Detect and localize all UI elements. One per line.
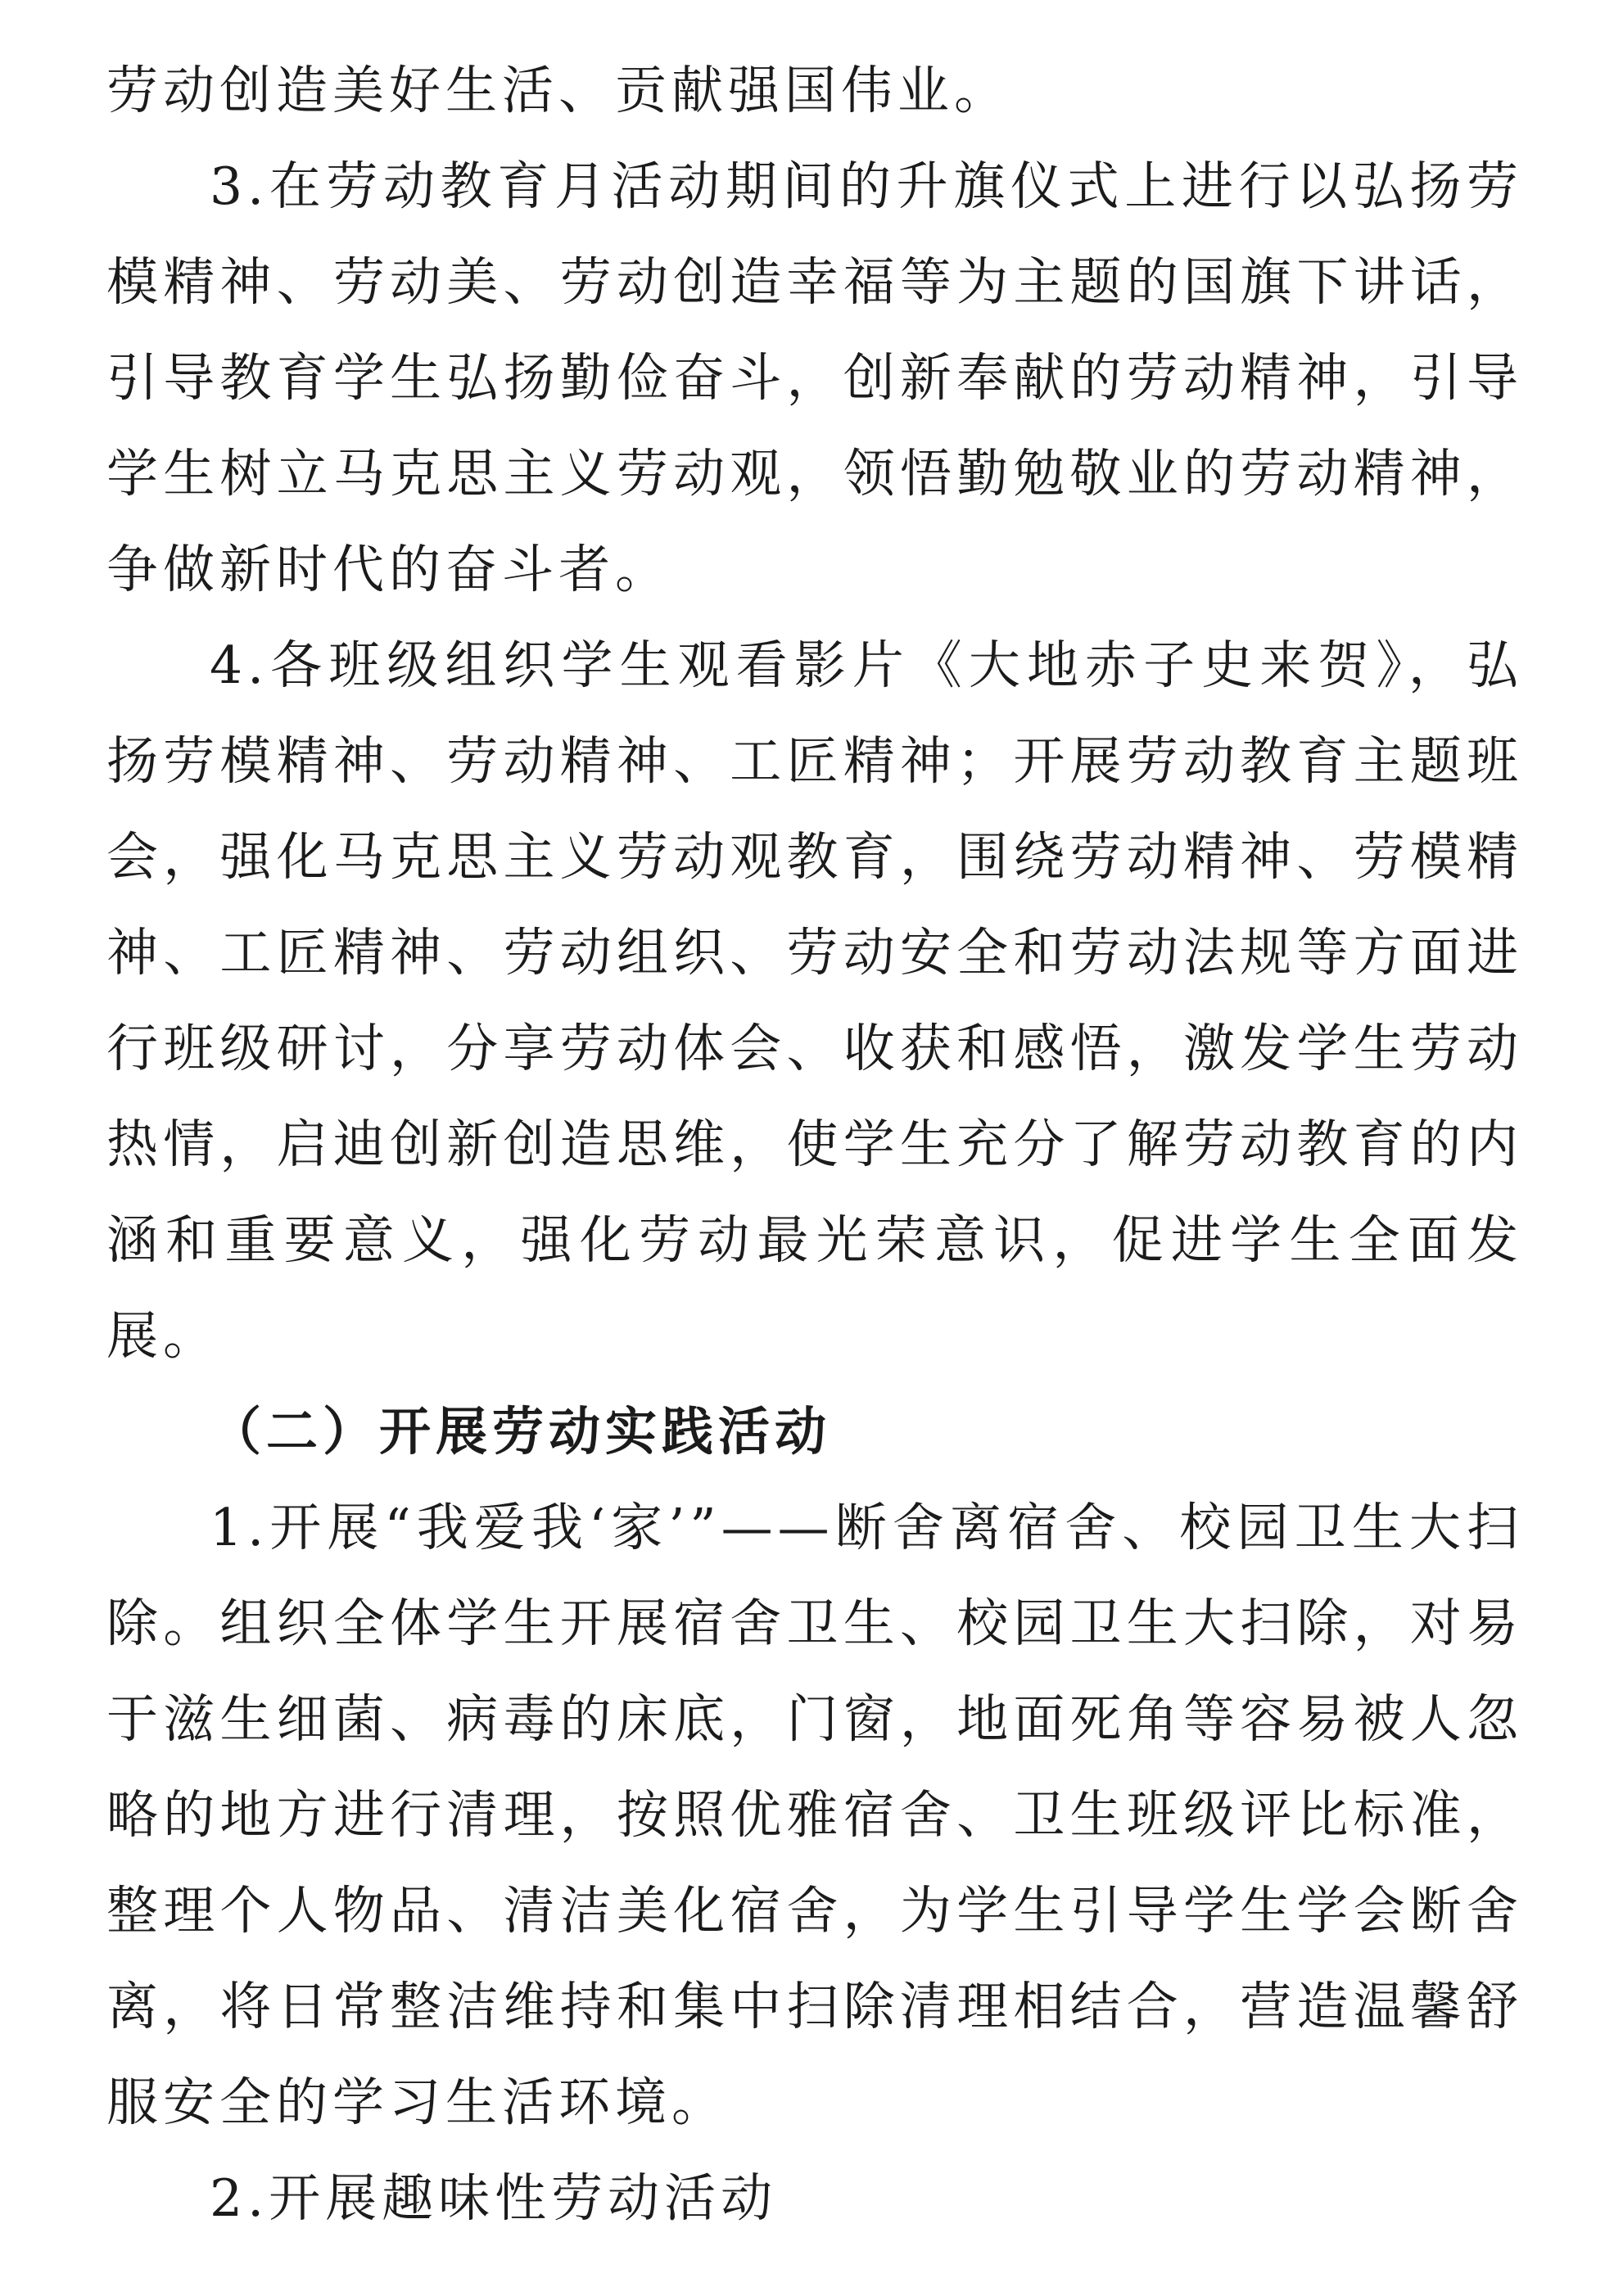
document-page <box>106 43 1523 2246</box>
section-heading: （二）开展劳动实践活动 <box>210 1402 831 1462</box>
paragraph-practice-2: 2.开展趣味性劳动活动 <box>210 2168 778 2228</box>
paragraph-practice-1: 1.开展“我爱我‘家’”——断舍离宿舍、校园卫生大扫除。组织全体学生开展宿舍卫生、校园卫生大扫除，对易于滋生细菌、病毒的床底，门窗，地面死角等容易被人忽略的地方进行清理，按照优雅宿舍、卫生班级评比标准，整理个人物品、清洁美化宿舍，为学生引导学生学会断舍离，将日常整洁维持和集中扫除清理相结合，营造温馨舒服安全的学习生活环境。 <box>106 1498 1523 2132</box>
paragraph-continuation: 劳动创造美好生活、贡献强国伟业。 <box>106 61 1010 120</box>
paragraph-item-4: 4.各班级组织学生观看影片《大地赤子史来贺》，弘扬劳模精神、劳动精神、工匠精神；开展劳动教育主题班会，强化马克思主义劳动观教育，围绕劳动精神、劳模精神、工匠精神、劳动组织、劳动安全和劳动法规等方面进行班级研讨，分享劳动体会、收获和感悟，激发学生劳动热情，启迪创新创造思维，使学生充分了解劳动教育的内涵和重要意义，强化劳动最光荣意识，促进学生全面发展。 <box>106 635 1523 1366</box>
paragraph-item-3: 3.在劳动教育月活动期间的升旗仪式上进行以弘扬劳模精神、劳动美、劳动创造幸福等为主题的国旗下讲话，引导教育学生弘扬勤俭奋斗，创新奉献的劳动精神，引导学生树立马克思主义劳动观，领悟勤勉敬业的劳动精神，争做新时代的奋斗者。 <box>106 156 1523 599</box>
